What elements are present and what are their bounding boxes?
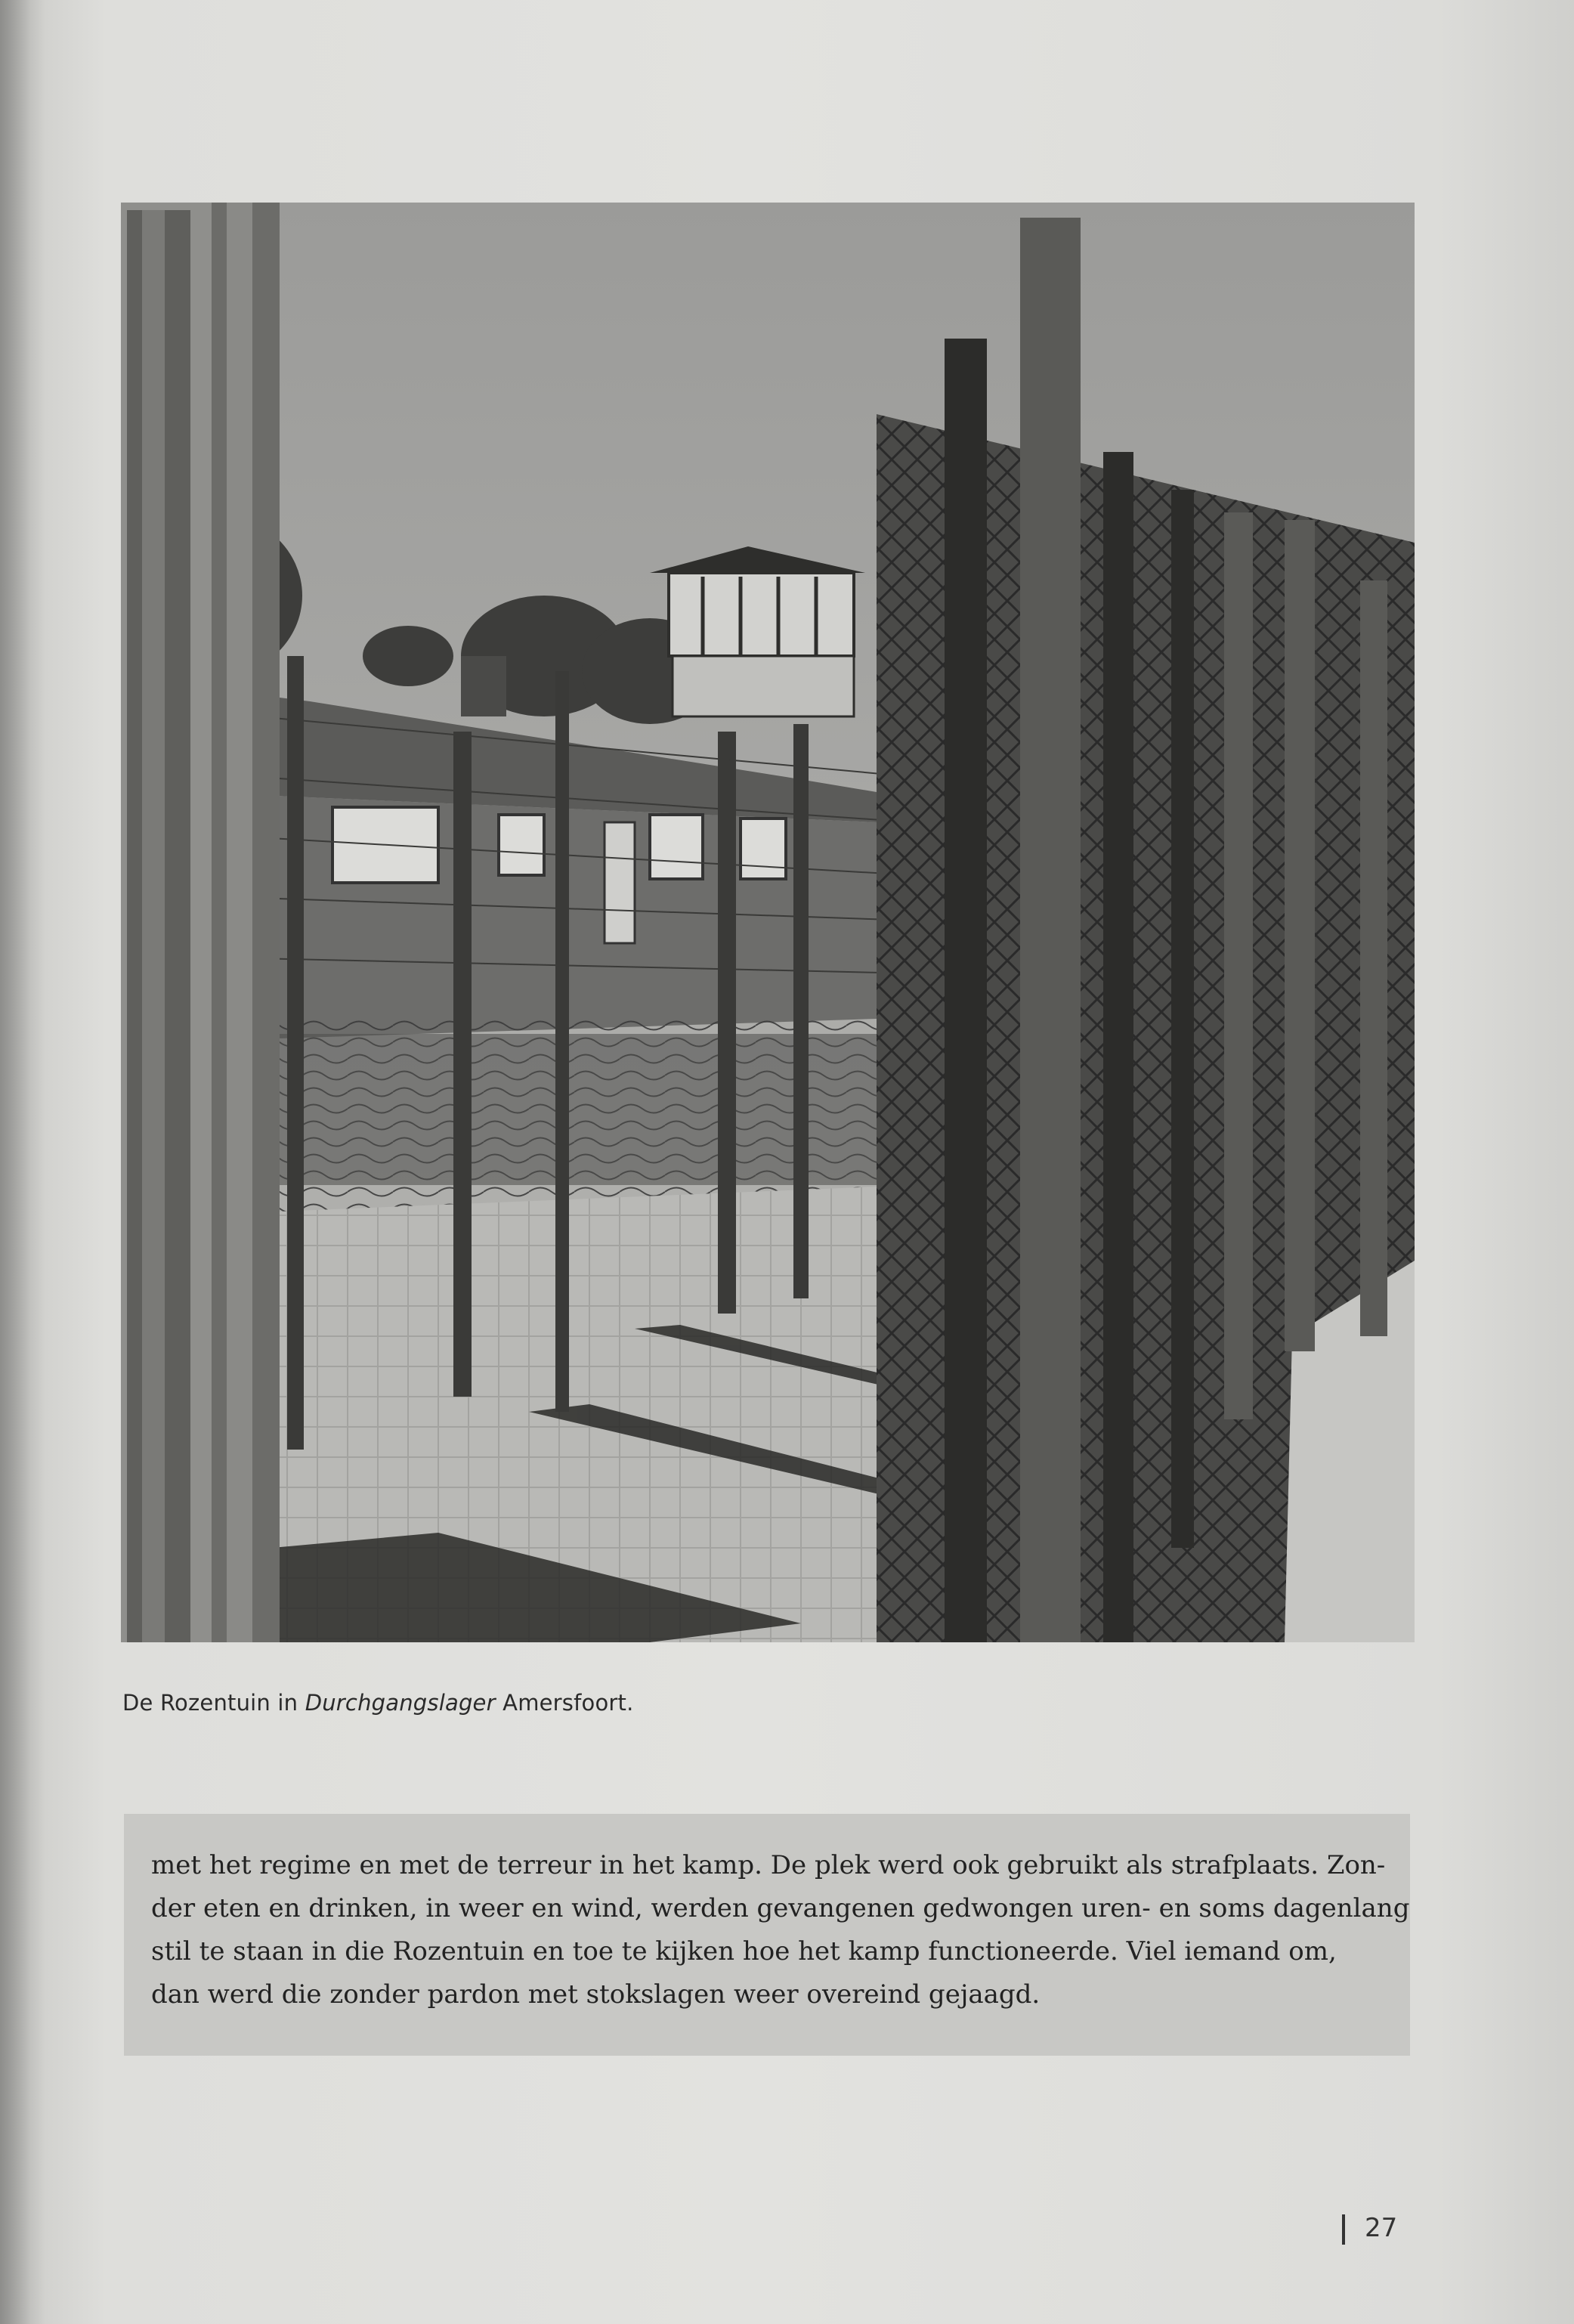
text-line: met het regime en met de terreur in het kamp. De plek werd ook gebruikt als strafplaats. Zon- bbox=[151, 1850, 1386, 1880]
text-line: stil te staan in die Rozentuin en toe te kijken hoe het kamp functioneerde. Viel iemand om, bbox=[151, 1936, 1337, 1967]
page-number-value: 27 bbox=[1365, 2213, 1398, 2243]
caption-italic-term: Durchgangslager bbox=[305, 1690, 496, 1716]
caption-prefix: De Rozentuin in bbox=[122, 1690, 305, 1716]
highlighted-text-box bbox=[124, 1814, 1410, 2056]
text-line: der eten en drinken, in weer en wind, werden gevangenen gedwongen uren- en soms dagenlang bbox=[151, 1893, 1410, 1923]
body-paragraph bbox=[151, 1844, 1410, 2016]
figure-caption bbox=[122, 1690, 634, 1716]
camp-photograph bbox=[121, 203, 1415, 1642]
caption-suffix: Amersfoort. bbox=[495, 1690, 634, 1716]
page-number bbox=[1342, 2213, 1397, 2245]
folio-rule bbox=[1342, 2214, 1345, 2245]
page-gutter-shadow bbox=[0, 0, 45, 2324]
text-line: dan werd die zonder pardon met stokslagen weer overeind gejaagd. bbox=[151, 1979, 1041, 2010]
